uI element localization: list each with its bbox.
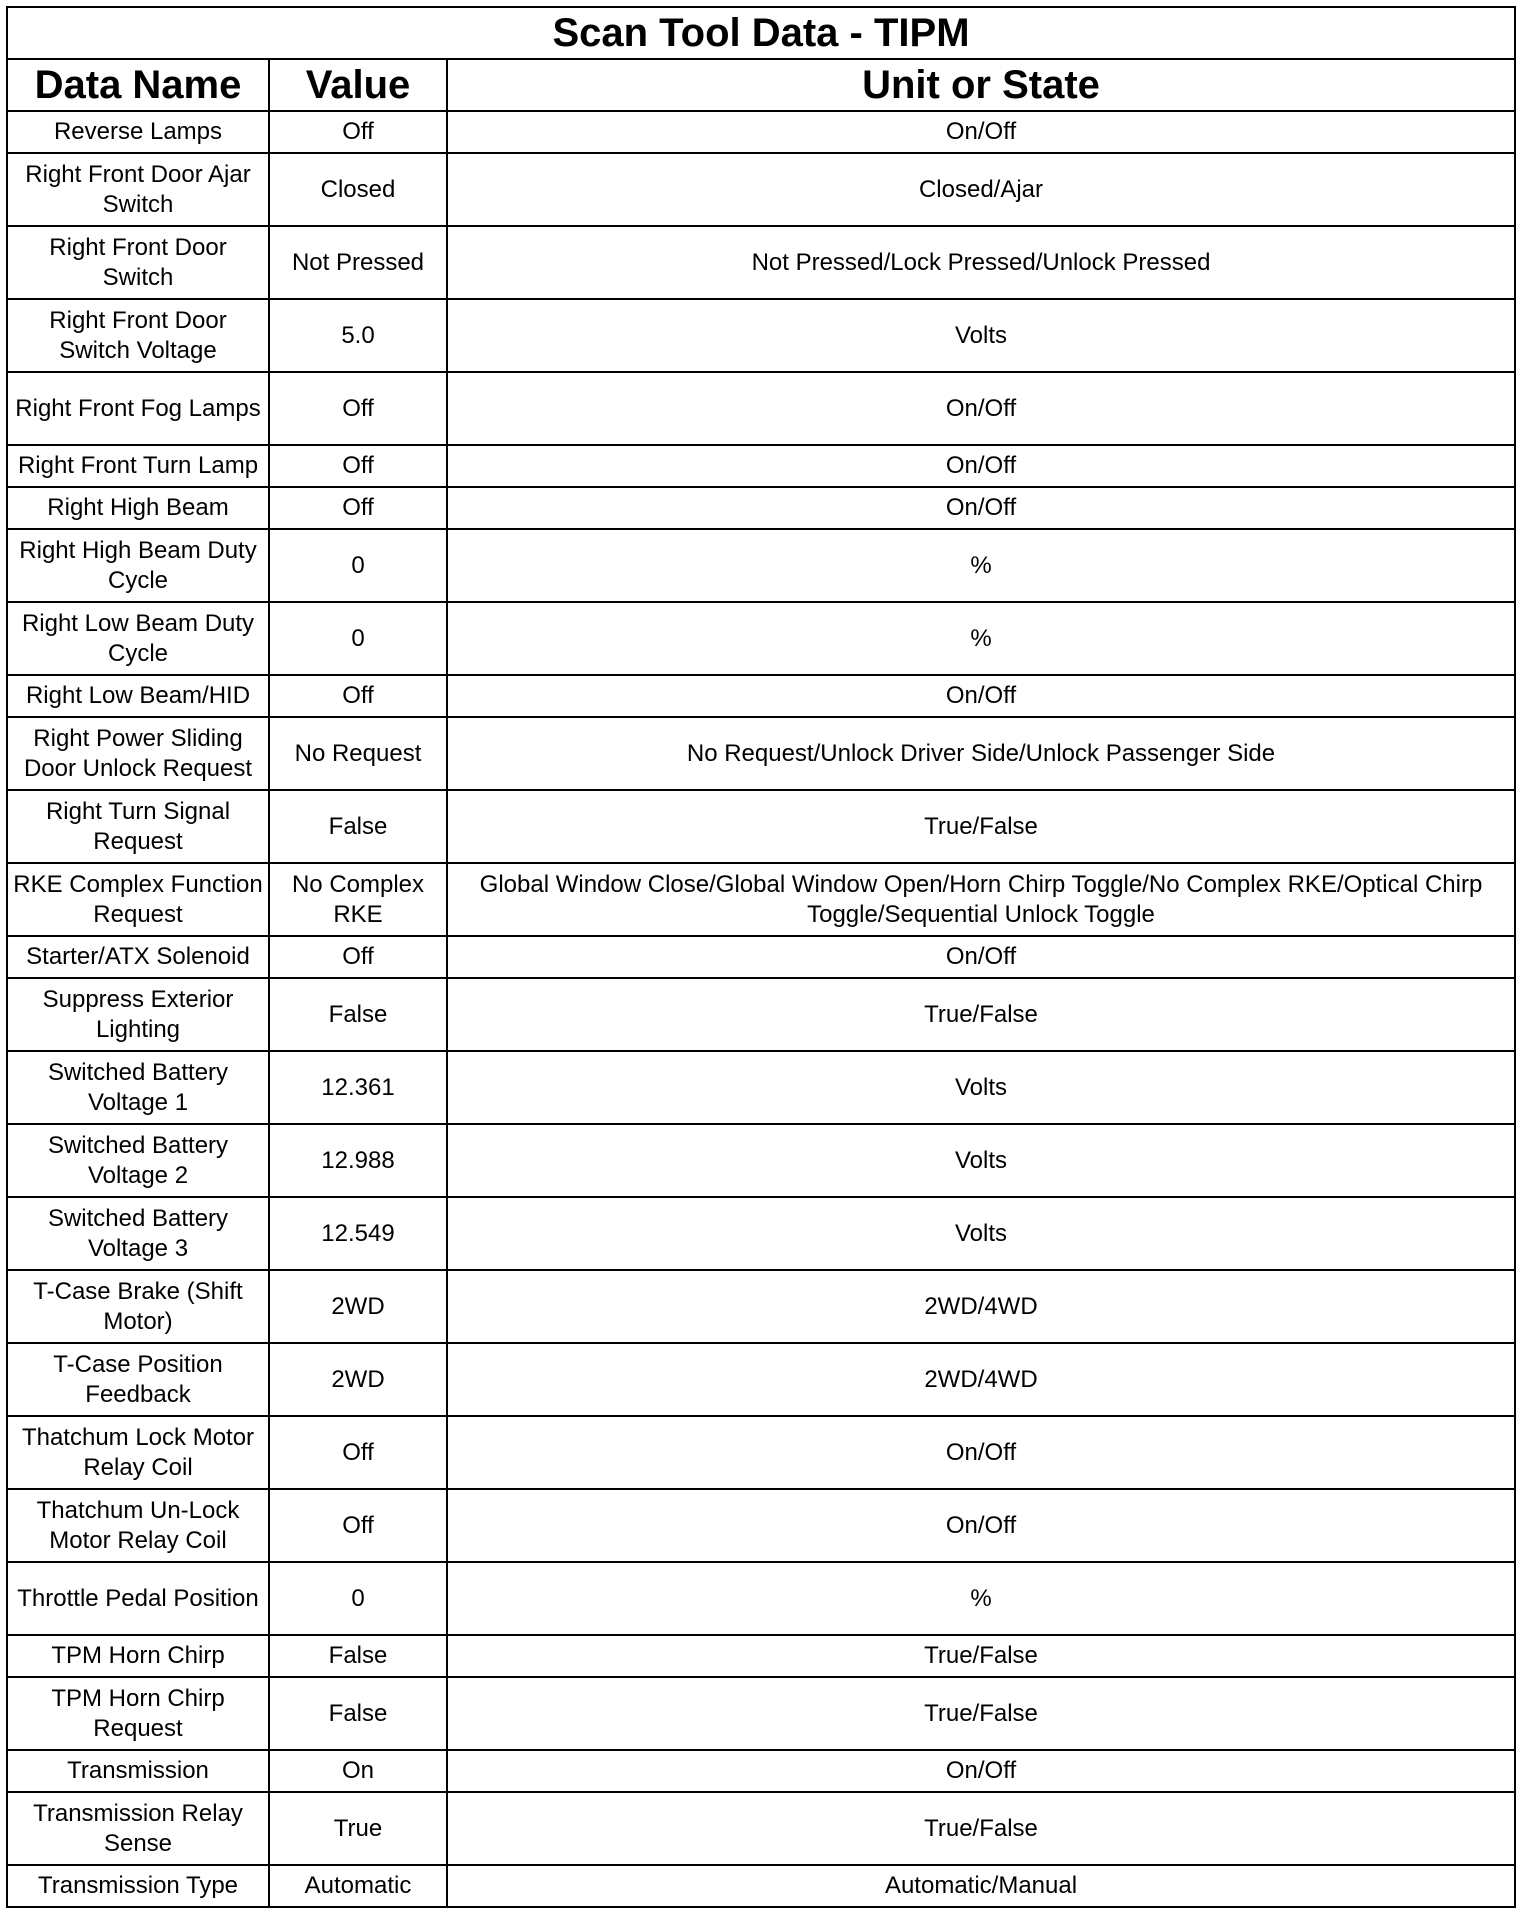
unit-or-state-cell: 2WD/4WD [447, 1343, 1515, 1416]
unit-or-state-cell: % [447, 1562, 1515, 1635]
table-row [7, 1750, 1515, 1792]
table-row [7, 372, 1515, 445]
unit-or-state-cell: Closed/Ajar [447, 153, 1515, 226]
header-row [7, 59, 1515, 111]
value-cell: Not Pressed [269, 226, 447, 299]
header-value: Value [269, 59, 447, 111]
value-cell: No Request [269, 717, 447, 790]
data-name-cell: Switched Battery Voltage 3 [7, 1197, 269, 1270]
data-name-cell: Right High Beam [7, 487, 269, 529]
unit-or-state-cell: On/Off [447, 111, 1515, 153]
data-name-cell: Right Front Door Switch [7, 226, 269, 299]
data-name-cell: RKE Complex Function Request [7, 863, 269, 936]
table-row [7, 153, 1515, 226]
data-name-cell: Transmission Type [7, 1865, 269, 1907]
value-cell: False [269, 978, 447, 1051]
data-name-cell: Switched Battery Voltage 2 [7, 1124, 269, 1197]
unit-or-state-cell: On/Off [447, 1489, 1515, 1562]
data-name-cell: Starter/ATX Solenoid [7, 936, 269, 978]
value-cell: 2WD [269, 1343, 447, 1416]
table-row [7, 1270, 1515, 1343]
value-cell: False [269, 1677, 447, 1750]
value-cell: False [269, 1635, 447, 1677]
value-cell: Off [269, 936, 447, 978]
table-row [7, 1124, 1515, 1197]
table-row [7, 717, 1515, 790]
data-name-cell: Switched Battery Voltage 1 [7, 1051, 269, 1124]
table-row [7, 1343, 1515, 1416]
value-cell: Off [269, 445, 447, 487]
table-row [7, 1635, 1515, 1677]
unit-or-state-cell: On/Off [447, 1416, 1515, 1489]
title-row [7, 7, 1515, 59]
table-row [7, 226, 1515, 299]
data-name-cell: Transmission Relay Sense [7, 1792, 269, 1865]
value-cell: 0 [269, 602, 447, 675]
data-name-cell: Throttle Pedal Position [7, 1562, 269, 1635]
unit-or-state-cell: On/Off [447, 1750, 1515, 1792]
unit-or-state-cell: True/False [447, 1677, 1515, 1750]
data-name-cell: Right Front Door Ajar Switch [7, 153, 269, 226]
data-name-cell: Transmission [7, 1750, 269, 1792]
scan-tool-data-table [6, 6, 1516, 1908]
data-name-cell: Right High Beam Duty Cycle [7, 529, 269, 602]
header-unit-or-state: Unit or State [447, 59, 1515, 111]
unit-or-state-cell: 2WD/4WD [447, 1270, 1515, 1343]
table-row [7, 1865, 1515, 1907]
value-cell: 12.988 [269, 1124, 447, 1197]
table-row [7, 111, 1515, 153]
data-name-cell: Suppress Exterior Lighting [7, 978, 269, 1051]
value-cell: 0 [269, 529, 447, 602]
data-name-cell: Right Low Beam Duty Cycle [7, 602, 269, 675]
data-name-cell: Thatchum Un-Lock Motor Relay Coil [7, 1489, 269, 1562]
unit-or-state-cell: True/False [447, 1635, 1515, 1677]
data-name-cell: TPM Horn Chirp Request [7, 1677, 269, 1750]
data-name-cell: TPM Horn Chirp [7, 1635, 269, 1677]
value-cell: On [269, 1750, 447, 1792]
unit-or-state-cell: No Request/Unlock Driver Side/Unlock Passenger Side [447, 717, 1515, 790]
table-row [7, 1677, 1515, 1750]
unit-or-state-cell: On/Off [447, 445, 1515, 487]
unit-or-state-cell: True/False [447, 790, 1515, 863]
data-name-cell: Right Turn Signal Request [7, 790, 269, 863]
value-cell: 0 [269, 1562, 447, 1635]
unit-or-state-cell: % [447, 529, 1515, 602]
table-row [7, 299, 1515, 372]
unit-or-state-cell: % [447, 602, 1515, 675]
data-name-cell: T-Case Position Feedback [7, 1343, 269, 1416]
value-cell: 12.361 [269, 1051, 447, 1124]
unit-or-state-cell: On/Off [447, 675, 1515, 717]
table-row [7, 790, 1515, 863]
table-row [7, 602, 1515, 675]
table-row [7, 675, 1515, 717]
value-cell: Off [269, 111, 447, 153]
unit-or-state-cell: Volts [447, 1124, 1515, 1197]
unit-or-state-cell: True/False [447, 1792, 1515, 1865]
data-name-cell: Reverse Lamps [7, 111, 269, 153]
data-name-cell: Right Low Beam/HID [7, 675, 269, 717]
value-cell: No Complex RKE [269, 863, 447, 936]
unit-or-state-cell: Volts [447, 1197, 1515, 1270]
table-row [7, 1792, 1515, 1865]
data-name-cell: Thatchum Lock Motor Relay Coil [7, 1416, 269, 1489]
table-row [7, 529, 1515, 602]
data-name-cell: Right Front Turn Lamp [7, 445, 269, 487]
table-row [7, 936, 1515, 978]
data-name-cell: T-Case Brake (Shift Motor) [7, 1270, 269, 1343]
value-cell: Off [269, 372, 447, 445]
value-cell: Automatic [269, 1865, 447, 1907]
value-cell: Closed [269, 153, 447, 226]
table-title: Scan Tool Data - TIPM [7, 7, 1515, 59]
unit-or-state-cell: On/Off [447, 372, 1515, 445]
unit-or-state-cell: Volts [447, 299, 1515, 372]
table-row [7, 487, 1515, 529]
table-row [7, 445, 1515, 487]
value-cell: False [269, 790, 447, 863]
table-row [7, 1051, 1515, 1124]
table-row [7, 978, 1515, 1051]
unit-or-state-cell: True/False [447, 978, 1515, 1051]
table-row [7, 863, 1515, 936]
unit-or-state-cell: Not Pressed/Lock Pressed/Unlock Pressed [447, 226, 1515, 299]
table-row [7, 1416, 1515, 1489]
unit-or-state-cell: Global Window Close/Global Window Open/Horn Chirp Toggle/No Complex RKE/Optical Chirp Toggle/Sequential Unlock Toggle [447, 863, 1515, 936]
data-name-cell: Right Front Door Switch Voltage [7, 299, 269, 372]
data-name-cell: Right Power Sliding Door Unlock Request [7, 717, 269, 790]
table-row [7, 1489, 1515, 1562]
unit-or-state-cell: Volts [447, 1051, 1515, 1124]
value-cell: 2WD [269, 1270, 447, 1343]
value-cell: Off [269, 1416, 447, 1489]
value-cell: 12.549 [269, 1197, 447, 1270]
table-row [7, 1562, 1515, 1635]
value-cell: 5.0 [269, 299, 447, 372]
unit-or-state-cell: On/Off [447, 487, 1515, 529]
value-cell: Off [269, 1489, 447, 1562]
value-cell: True [269, 1792, 447, 1865]
data-name-cell: Right Front Fog Lamps [7, 372, 269, 445]
unit-or-state-cell: On/Off [447, 936, 1515, 978]
value-cell: Off [269, 487, 447, 529]
table-row [7, 1197, 1515, 1270]
value-cell: Off [269, 675, 447, 717]
unit-or-state-cell: Automatic/Manual [447, 1865, 1515, 1907]
header-data-name: Data Name [7, 59, 269, 111]
